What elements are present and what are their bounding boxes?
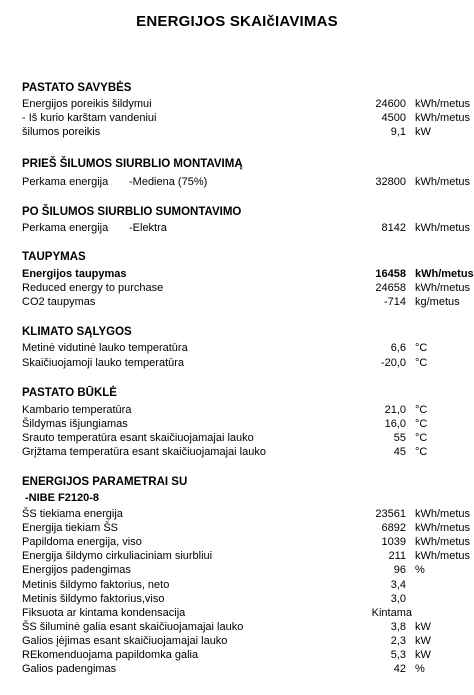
table-row: Energijos padengimas 96 %	[22, 564, 425, 576]
table-row: Skaičiuojamoji lauko temperatūra -20,0 °C	[22, 357, 428, 369]
table-row: Perkama energija -Mediena (75%) 32800 kWh/metus	[22, 176, 471, 188]
table-row: ŠS tiekiama energija 23561 kWh/metus	[22, 508, 471, 520]
table-row: Energijos taupymas 16458 kWh/metus	[22, 268, 474, 280]
table-row: Metinis šildymo faktorius,viso 3,0	[22, 593, 406, 605]
section-heading-building-condition: PASTATO BŪKLĖ	[22, 387, 117, 399]
table-row: Papildoma energija, viso 1039 kWh/metus	[22, 536, 471, 548]
table-row: ŠS šiluminė galia esant skaičiuojamajai lauko 3,8 kW	[22, 621, 431, 633]
table-row: Kambario temperatūra 21,0 °C	[22, 404, 428, 416]
table-row: Perkama energija -Elektra 8142 kWh/metus	[22, 222, 471, 234]
table-row: REkomenduojama papildomka galia 5,3 kW	[22, 649, 431, 661]
section-heading-energy-parameters: ENERGIJOS PARAMETRAI SU	[22, 476, 188, 488]
table-row: Energijos poreikis šildymui 24600 kWh/metus	[22, 98, 471, 110]
table-row: šilumos poreikis 9,1 kW	[22, 126, 431, 138]
table-row: Srauto temperatūra esant skaičiuojamajai lauko 55 °C	[22, 432, 428, 444]
table-row: Galios padengimas 42 %	[22, 663, 425, 675]
table-row: Fiksuota ar kintama kondensacija Kintama	[22, 607, 412, 619]
table-row: CO2 taupymas -714 kg/metus	[22, 296, 460, 308]
table-row: Grįžtama temperatūra esant skaičiuojamajai lauko 45 °C	[22, 446, 428, 458]
table-row: Galios įėjimas esant skaičiuojamajai lauko 2,3 kW	[22, 635, 431, 647]
table-row: Metinis šildymo faktorius, neto 3,4	[22, 579, 406, 591]
table-row: Energija šildymo cirkuliaciniam siurbliui 211 kWh/metus	[22, 550, 471, 562]
page-title: ENERGIJOS SKAIčIAVIMAS	[136, 13, 338, 30]
table-row: Reduced energy to purchase 24658 kWh/metus	[22, 282, 471, 294]
section-heading-after-install: PO ŠILUMOS SIURBLIO SUMONTAVIMO	[22, 206, 242, 218]
table-row: Energija tiekiam ŠS 6892 kWh/metus	[22, 522, 471, 534]
section-heading-before-install: PRIEŠ ŠILUMOS SIURBLIO MONTAVIMĄ	[22, 158, 243, 170]
section-heading-savings: TAUPYMAS	[22, 251, 86, 263]
section-heading-building-properties: PASTATO SAVYBĖS	[22, 82, 132, 94]
table-row: Metinė vidutinė lauko temperatūra 6,6 °C	[22, 342, 428, 354]
model-subheading: -NIBE F2120-8	[25, 492, 99, 504]
table-row: Šildymas išjungiamas 16,0 °C	[22, 418, 428, 430]
table-row: - Iš kurio karštam vandeniui 4500 kWh/metus	[22, 112, 471, 124]
section-heading-climate: KLIMATO SĄLYGOS	[22, 326, 132, 338]
